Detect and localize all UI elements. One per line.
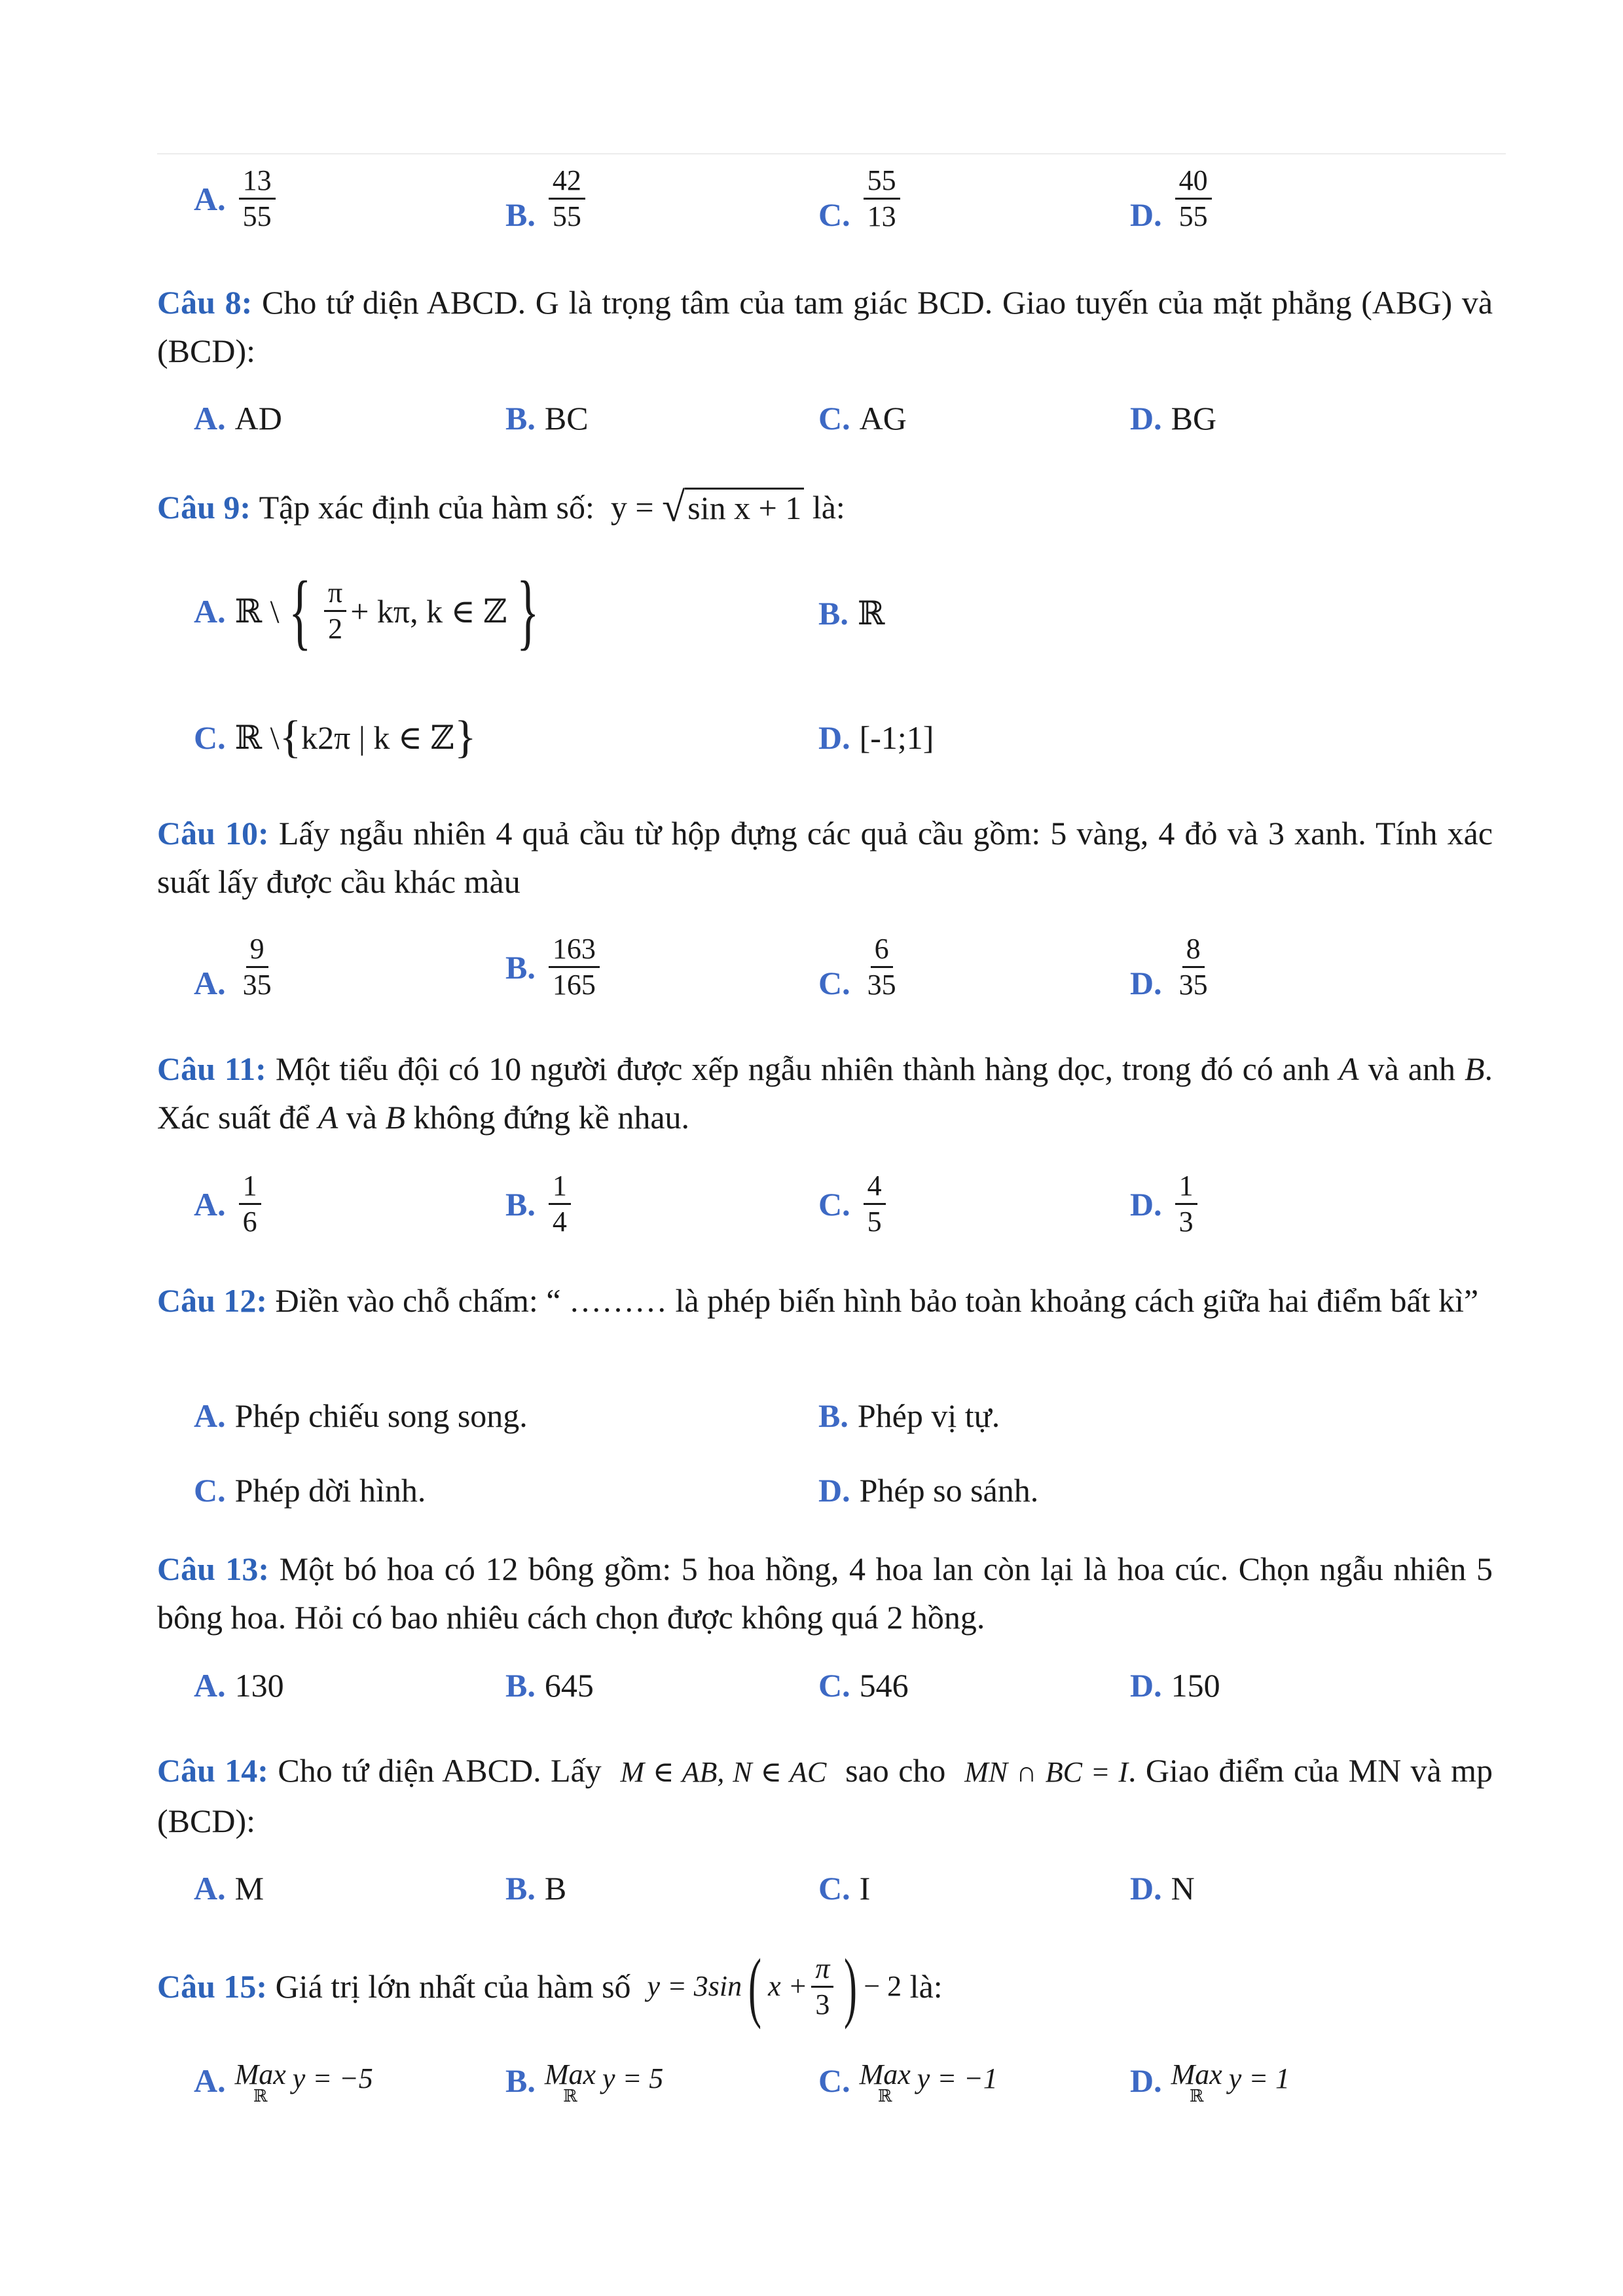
q15-option-c[interactable] [818,2058,998,2106]
fraction: $\frac{8}{35}$ [1178,933,1208,1001]
variable-b: B [1464,1050,1485,1087]
q9-options-row1 [0,564,1623,674]
option-label: D. [1130,1185,1162,1223]
q10-option-c[interactable] [818,932,904,1002]
q7-option-d[interactable] [1130,164,1216,234]
option-label: C. [194,1472,226,1509]
variable-a: A [1339,1050,1359,1087]
option-text: M [234,1870,264,1907]
option-label: C. [818,2062,850,2099]
question-text: sao cho [845,1752,946,1789]
question-text: và [346,1099,377,1136]
question-number: Câu 13: [157,1551,270,1587]
sqrt-expression: √ sin x + 1 [662,488,804,527]
fraction: $\frac{1}{4}$ [549,1169,571,1239]
q13-option-b[interactable] [505,1666,594,1704]
option-label: B. [818,1397,848,1434]
option-label: A. [194,592,226,630]
question-text: Giá trị lớn nhất của hàm số [275,1968,631,2005]
formula-lhs: y = [610,489,654,526]
question-number: Câu 8: [157,284,253,321]
q12-option-c[interactable] [194,1471,426,1509]
fraction: $\frac{55}{13}$ [864,164,900,234]
left-brace: { [279,712,302,762]
question-number: Câu 9: [157,489,251,526]
option-expression: y = 1 [1228,2062,1290,2094]
fraction: $\frac{9}{35}$ [242,933,272,1001]
q15-option-d[interactable] [1130,2058,1290,2106]
question-9 [157,483,1493,531]
option-text: N [1171,1870,1195,1907]
max-operator: Max ℝ [1171,2058,1222,2106]
question-10 [157,809,1493,906]
formula-tail: − 2 [864,1970,902,2002]
q11-option-c[interactable] [818,1169,890,1239]
q7-option-c[interactable] [818,164,904,234]
fraction: $\frac{42}{55}$ [549,164,585,234]
option-label: D. [1130,965,1162,1001]
option-label: B. [505,1667,536,1704]
set-real: ℝ \ [234,719,280,756]
q11-option-b[interactable] [505,1169,575,1239]
q13-option-a[interactable] [194,1666,284,1704]
option-label: A. [194,2062,226,2099]
question-text: Tập xác định của hàm số: [259,489,594,526]
question-13 [157,1545,1493,1641]
option-text: 546 [859,1667,909,1704]
option-text: AD [234,400,282,437]
option-label: C. [818,1870,850,1907]
q12-options-row1 [0,1397,1623,1456]
q9-option-c[interactable] [194,712,477,762]
max-operator: Max ℝ [234,2058,286,2106]
option-text: Phép chiếu song song. [234,1397,528,1434]
question-text: và anh [1368,1050,1455,1087]
q14-option-a[interactable] [194,1869,264,1907]
set-rest: + kπ, k ∈ ℤ [350,592,507,630]
variable-a: A [318,1099,338,1136]
question-text: không đứng kề nhau. [413,1099,690,1136]
q12-option-a[interactable] [194,1397,528,1435]
max-operator: Max ℝ [544,2058,596,2106]
function-formula [647,1943,902,2030]
q7-option-a[interactable] [194,164,280,234]
option-label: A. [194,965,226,1001]
set-real: ℝ \ [234,592,280,630]
question-15 [157,1944,1493,2029]
question-text: . Giao điểm của MN và mp (BCD): [157,1752,1493,1839]
q14-option-d[interactable] [1130,1869,1195,1907]
q11-option-d[interactable] [1130,1169,1201,1239]
option-label: B. [505,2062,536,2099]
fraction: $\frac{6}{35}$ [867,933,896,1001]
question-number: Câu 15: [157,1968,268,2005]
q15-option-a[interactable] [194,2058,373,2106]
domain-formula [611,483,804,531]
left-brace: { [288,564,311,658]
option-label: D. [1130,196,1162,233]
option-label: A. [194,1397,226,1434]
q8-option-d[interactable] [1130,399,1216,437]
q9-option-d[interactable] [818,719,934,757]
fraction: $\frac{4}{5}$ [864,1169,886,1239]
q11-option-a[interactable] [194,1169,265,1239]
option-text: Phép dời hình. [234,1472,426,1509]
option-label: B. [505,400,536,437]
question-text: Một tiểu đội có 10 người được xếp ngẫu nhiên thành hàng dọc, trong đó có anh [275,1050,1330,1087]
fraction: $\frac{40}{55}$ [1175,164,1212,234]
option-text: Phép so sánh. [859,1472,1039,1509]
left-paren: ( [748,1943,762,2030]
right-paren: ) [844,1943,858,2030]
variable-b: B [385,1099,406,1136]
option-text: 645 [544,1667,594,1704]
option-text: I [859,1870,871,1907]
q11-options [0,1169,1623,1261]
q15-option-b[interactable] [505,2058,664,2106]
question-text: . Xác suất để [157,1050,1493,1136]
option-text: 150 [1171,1667,1220,1704]
option-label: B. [505,196,536,233]
q8-option-c[interactable] [818,399,907,437]
q9-option-b[interactable] [818,594,884,632]
question-11 [157,1045,1493,1141]
option-label: A. [194,400,226,437]
q10-option-d[interactable] [1130,932,1216,1002]
option-label: D. [1130,1667,1162,1704]
q8-option-a[interactable] [194,399,282,437]
option-text: BG [1171,400,1217,437]
question-number: Câu 12: [157,1282,268,1319]
fraction: $\frac{1}{3}$ [1175,1169,1197,1239]
q9-options-row2 [0,712,1623,774]
option-text: 130 [234,1667,284,1704]
question-number: Câu 14: [157,1752,268,1789]
option-label: B. [505,948,536,986]
set-inner: k2π | k ∈ ℤ [301,719,454,756]
fraction: $\frac{1}{6}$ [239,1169,261,1239]
formula-lhs: y = 3sin [647,1970,742,2002]
question-text: Cho tứ diện ABCD. G là trọng tâm của tam giác BCD. Giao tuyến của mặt phẳng (ABG) và (BCD): [157,284,1493,369]
question-number: Câu 11: [157,1050,266,1087]
q15-options [0,2058,1623,2127]
option-label: A. [194,1185,226,1223]
q14-option-b[interactable] [505,1869,566,1907]
option-label: D. [1130,2062,1162,2099]
fraction: $\frac{\pi}{3}$ [811,1952,833,2022]
question-text: Một bó hoa có 12 bông gồm: 5 hoa hồng, 4 hoa lan còn lại là hoa cúc. Chọn ngẫu nhiên 5 bông hoa. Hỏi có bao nhiêu cách chọn được không quá 2 hồng. [157,1551,1493,1636]
question-suffix: là: [812,489,845,526]
max-operator: Max ℝ [859,2058,911,2106]
q7-options [0,164,1623,255]
q14-option-c[interactable] [818,1869,870,1907]
question-text: Cho tứ diện ABCD. Lấy [278,1752,602,1789]
option-label: D. [1130,400,1162,437]
fraction: $\frac{163}{165}$ [549,932,600,1002]
radicand: sin x + 1 [685,488,804,526]
q12-option-b[interactable] [818,1397,1000,1435]
q8-option-b[interactable] [505,399,589,437]
fraction: $\frac{\pi}{2}$ [324,576,346,646]
right-brace: } [516,564,539,658]
option-label: B. [505,1185,536,1223]
option-expression: y = −1 [917,2062,998,2094]
option-label: C. [818,1185,850,1223]
top-divider [157,153,1506,154]
question-text: Điền vào chỗ chấm: “ ……… là phép biến hình bảo toàn khoảng cách giữa hai điểm bất kì” [275,1282,1479,1319]
option-label: A. [194,1667,226,1704]
option-label: D. [1130,1870,1162,1907]
option-label: B. [505,1870,536,1907]
q13-options [0,1666,1623,1725]
q10-option-b[interactable] [505,932,604,1002]
question-12 [157,1276,1493,1325]
option-label: A. [194,1870,226,1907]
q7-option-b[interactable] [505,164,589,234]
option-text: BC [544,400,589,437]
question-number: Câu 10: [157,815,269,852]
option-label: C. [818,965,850,1001]
right-brace: } [454,712,477,762]
option-label: B. [818,595,848,632]
option-label: D. [818,1472,850,1509]
option-label: C. [818,1667,850,1704]
fraction: $\frac{13}{55}$ [239,164,276,234]
option-label: C. [818,196,850,233]
q13-option-c[interactable] [818,1666,909,1704]
question-text: Lấy ngẫu nhiên 4 quả cầu từ hộp đựng các quả cầu gồm: 5 vàng, 4 đỏ và 3 xanh. Tính xác suất lấy được cầu khác màu [157,815,1493,900]
option-expression: y = −5 [292,2062,373,2094]
q9-option-a[interactable] [194,564,548,658]
formula-arg: x + [768,1970,808,2002]
q12-option-d[interactable] [818,1471,1038,1509]
question-14 [157,1746,1493,1845]
option-label: C. [194,719,226,756]
option-label: C. [818,400,850,437]
math-condition: M ∈ AB, N ∈ AC [620,1756,827,1788]
option-text: [-1;1] [859,719,934,756]
q10-option-a[interactable] [194,932,280,1002]
option-text: AG [859,400,907,437]
question-8 [157,278,1493,375]
q14-options [0,1869,1623,1928]
option-expression: y = 5 [602,2062,664,2094]
option-label: A. [194,180,226,217]
question-suffix: là: [909,1968,943,2005]
q10-options [0,932,1623,1024]
q8-options [0,399,1623,491]
option-text: ℝ [857,595,885,632]
option-text: Phép vị tự. [857,1397,1000,1434]
q13-option-d[interactable] [1130,1666,1220,1704]
option-label: D. [818,719,850,756]
option-text: B [544,1870,567,1907]
q12-options-row2 [0,1471,1623,1530]
math-intersection: MN ∩ BC = I [964,1756,1129,1788]
